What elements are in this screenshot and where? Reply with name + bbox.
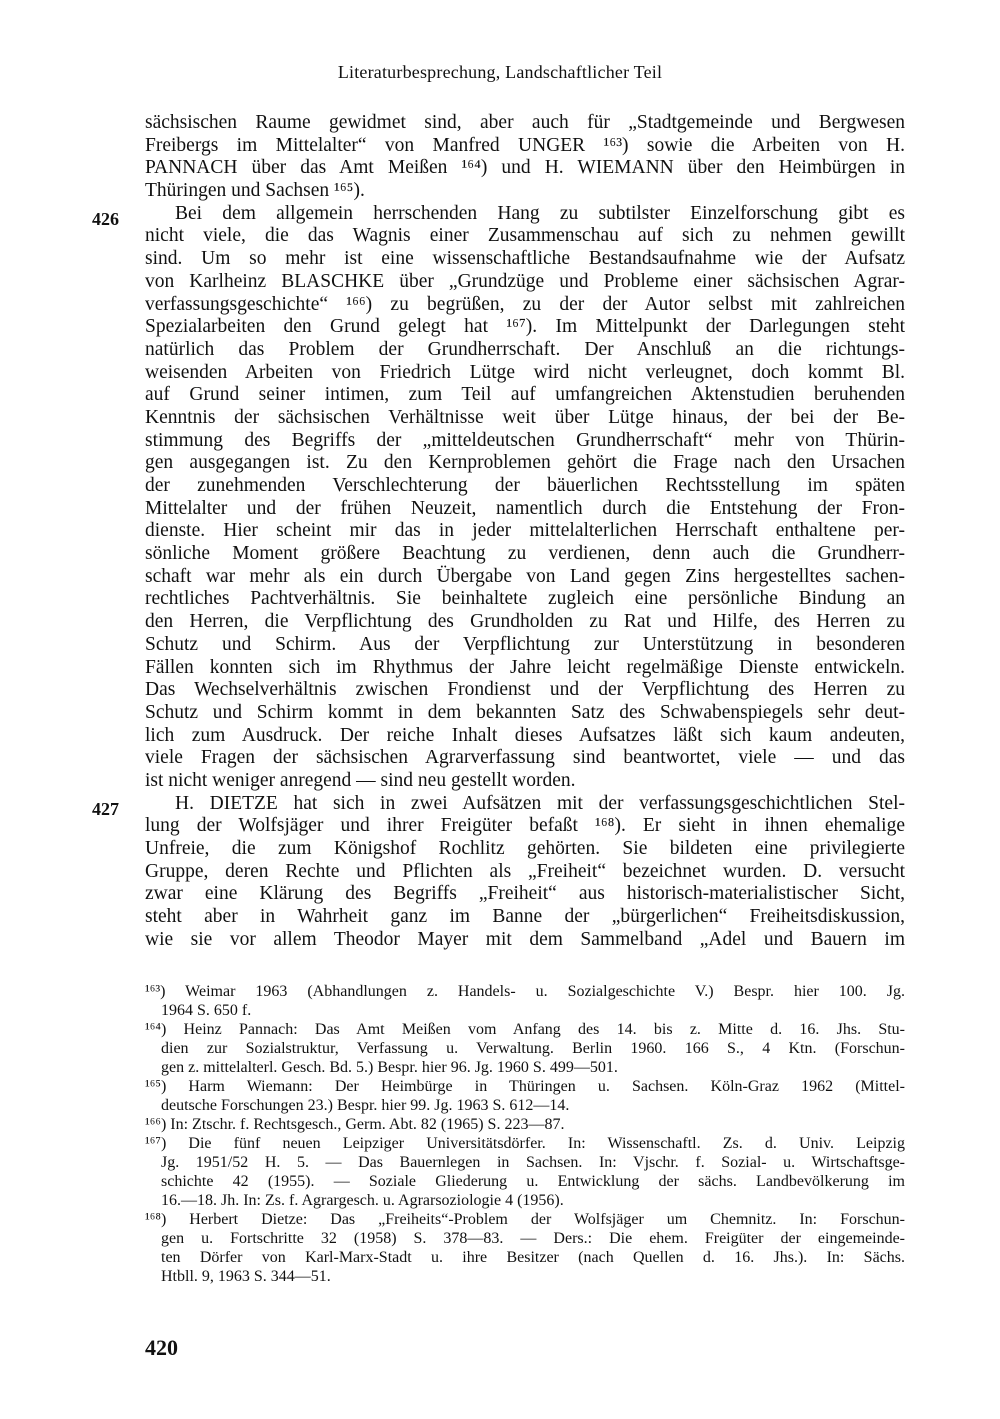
footnote-line: ten Dörfer von Karl-Marx-Stadt u. ihre Besitzer (nach Quellen d. 16. Jhs.). In: Sächs.	[161, 1249, 905, 1266]
body-line: nicht viele, die das Wagnis einer Zusammenschau auf sich zu nehmen gewillt	[145, 225, 905, 247]
body-line: H. DIETZE hat sich in zwei Aufsätzen mit der verfassungsgeschichtlichen Stel-	[175, 792, 905, 814]
body-line: stimmung des Begriffs der „mitteldeutschen Grundherrschaft“ mehr von Thürin-	[145, 429, 905, 451]
body-line: Thüringen und Sachsen ¹⁶⁵).	[145, 180, 365, 202]
margin-number-427: 427	[92, 799, 119, 819]
footnote-line: gen z. mittelalterl. Gesch. Bd. 5.) Bespr. hier 96. Jg. 1960 S. 499—501.	[161, 1059, 618, 1076]
footnote-line: gen u. Fortschritte 32 (1958) S. 378—83. — Ders.: Die ehem. Freigüter der eingemeinde-	[161, 1230, 905, 1247]
body-line: Kenntnis der sächsischen Verhältnisse weit über Lütge hinaus, der bei der Be-	[145, 406, 905, 428]
footnote-line: ¹⁶⁵) Harm Wiemann: Der Heimbürge in Thüringen u. Sachsen. Köln-Graz 1962 (Mittel-	[145, 1078, 905, 1095]
body-line: Unfreie, die zum Königshof Rochlitz gehörten. Sie bildeten eine privilegierte	[145, 838, 905, 859]
footnote-line: 1964 S. 650 f.	[161, 1002, 252, 1019]
body-line: von Karlheinz BLASCHKE über „Grundzüge und Probleme einer sächsischen Agrar-	[145, 270, 905, 292]
body-line: ist nicht weniger anregend — sind neu gestellt worden.	[145, 769, 576, 791]
body-line: lich zum Ausdruck. Der reiche Inhalt dieses Aufsatzes läßt sich kaum andeuten,	[145, 724, 905, 746]
body-line: Gruppe, deren Rechte und Pflichten als „Freiheit“ bezeichnet wurden. D. versucht	[145, 860, 905, 882]
footnote-line: Jg. 1951/52 H. 5. — Das Bauernlegen in Sachsen. In: Vjschr. f. Sozial- u. Wirtschaftsge-	[161, 1154, 905, 1171]
footnote-line: Htbll. 9, 1963 S. 344—51.	[161, 1268, 331, 1285]
body-line: zwar eine Klärung des Begriffs „Freiheit“ aus historisch-materialistischer Sicht,	[145, 883, 905, 905]
body-line: Spezialarbeiten den Grund gelegt hat ¹⁶⁷). Im Mittelpunkt der Darlegungen steht	[145, 316, 905, 338]
body-line: der zunehmenden Verschlechterung der bäuerlichen Rechtsstellung im späten	[145, 475, 905, 496]
body-line: schaft war mehr als ein durch Übergabe von Land gegen Zins hergestelltes sachen-	[145, 565, 905, 587]
body-line: steht aber in Wahrheit ganz im Banne der „bürgerlichen“ Freiheitsdiskussion,	[145, 906, 905, 928]
footnote-line: ¹⁶⁷) Die fünf neuen Leipziger Universitätsdörfer. In: Wissenschaftl. Zs. d. Univ. Leipzig	[145, 1135, 905, 1152]
body-line: Mittelalter und der frühen Neuzeit, namentlich durch die Entstehung der Fron-	[145, 497, 905, 519]
body-line: verfassungsgeschichte“ ¹⁶⁶) zu begrüßen, zu der der Autor selbst mit zahlreichen	[145, 293, 905, 315]
footnote-line: ¹⁶³) Weimar 1963 (Abhandlungen z. Handels- u. Sozialgeschichte V.) Bespr. hier 100. Jg.	[145, 983, 905, 1000]
body-line: Bei dem allgemein herrschenden Hang zu subtilster Einzelforschung gibt es	[175, 202, 905, 224]
body-line: rechtliches Pachtverhältnis. Sie beinhaltete zugleich eine persönliche Bindung an	[145, 588, 905, 610]
body-line: sächsischen Raume gewidmet sind, aber auch für „Stadtgemeinde und Bergwesen	[145, 112, 905, 133]
body-line: wie sie vor allem Theodor Mayer mit dem Sammelband „Adel und Bauern im	[145, 928, 905, 950]
body-line: Freibergs im Mittelalter“ von Manfred UNGER ¹⁶³) sowie die Arbeiten von H.	[145, 134, 905, 156]
footnote-line: dien zur Sozialstruktur, Verfassung u. Verwaltung. Berlin 1960. 166 S., 4 Ktn. (Forschun-	[161, 1040, 905, 1057]
page-number: 420	[145, 1335, 178, 1360]
footnote-line: ¹⁶⁴) Heinz Pannach: Das Amt Meißen vom Anfang des 14. bis z. Mitte d. 16. Jhs. Stu-	[145, 1021, 905, 1038]
footnote-line: schichte 42 (1955). — Soziale Gliederung u. Entwicklung der sächs. Landbevölkerung im	[161, 1173, 905, 1190]
body-line: Schutz und Schirm kommt in dem bekannten Satz des Schwabenspiegels sehr deut-	[145, 701, 905, 723]
body-line: gen ausgegangen ist. Zu den Kernproblemen gehört die Frage nach den Ursachen	[145, 452, 905, 474]
body-line: den Herren, die Verpflichtung des Grundholden zu Rat und Hilfe, des Herren zu	[145, 611, 905, 633]
body-line: sind. Um so mehr ist eine wissenschaftliche Bestandsaufnahme wie der Aufsatz	[145, 248, 905, 270]
body-line: viele Fragen der sächsischen Agrarverfassung sind beantwortet, viele — und das	[145, 747, 905, 769]
body-text	[145, 112, 905, 951]
body-line: sönliche Moment größere Beachtung zu verdienen, denn auch die Grundherr-	[145, 543, 905, 565]
body-line: Fällen konnten sich im Rhythmus der Jahre leicht regelmäßige Dienste entwickeln.	[145, 656, 905, 678]
margin-number-426: 426	[92, 209, 119, 229]
body-line: lung der Wolfsjäger und ihrer Freigüter befaßt ¹⁶⁸). Er sieht in ihnen ehemalige	[145, 815, 905, 837]
footnotes	[145, 982, 905, 1286]
body-line: dienste. Hier scheint mir das in jeder mittelalterlichen Herrschaft enthaltene per-	[145, 520, 905, 542]
body-line: weisenden Arbeiten von Friedrich Lütge wird nicht verleugnet, doch kommt Bl.	[145, 361, 905, 383]
footnote-line: ¹⁶⁸) Herbert Dietze: Das „Freiheits“-Problem der Wolfsjäger um Chemnitz. In: Forschun-	[145, 1211, 905, 1228]
footnote-line: deutsche Forschungen 23.) Bespr. hier 99. Jg. 1963 S. 612—14.	[161, 1097, 570, 1114]
footnote-line: ¹⁶⁶) In: Ztschr. f. Rechtsgesch., Germ. Abt. 82 (1965) S. 223—87.	[145, 1116, 565, 1133]
body-line: Schutz und Schirm. Aus der Verpflichtung zur Unterstützung in besonderen	[145, 633, 905, 655]
footnote-line: 16.—18. Jh. In: Zs. f. Agrargesch. u. Agrarsoziologie 4 (1956).	[161, 1192, 564, 1209]
body-line: Das Wechselverhältnis zwischen Frondienst und der Verpflichtung des Herren zu	[145, 679, 905, 701]
body-line: auf Grund seiner intimen, zum Teil auf umfangreichen Aktenstudien beruhenden	[145, 384, 905, 406]
body-line: PANNACH über das Amt Meißen ¹⁶⁴) und H. WIEMANN über den Heimbürgen in	[145, 157, 905, 179]
body-line: natürlich das Problem der Grundherrschaft. Der Anschluß an die richtungs-	[145, 338, 905, 360]
running-head: Literaturbesprechung, Landschaftlicher Teil	[337, 62, 663, 82]
